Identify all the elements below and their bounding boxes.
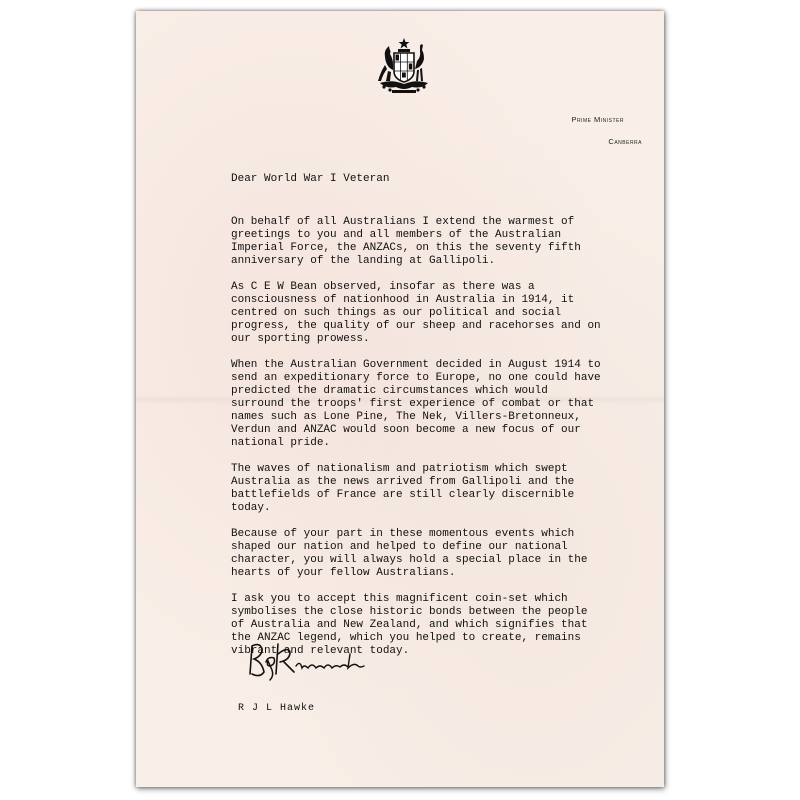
letter-page — [136, 11, 664, 787]
paragraph: I ask you to accept this magnificent coin-set which symbolises the close historic bonds between the people of Australia and New Zealand, and which signifies that the ANZAC legend, which you helped to create, remains vibrant and relevant today. — [231, 593, 588, 657]
typed-signature-name: R J L Hawke — [238, 703, 316, 714]
salutation: Dear World War I Veteran — [231, 173, 390, 185]
paragraph: The waves of nationalism and patriotism which swept Australia as the news arrived from Gallipoli and the battlefields of France are still clearly discernible today. — [231, 463, 575, 514]
paragraph: On behalf of all Australians I extend the warmest of greetings to you and all members of the Australian Imperial Force, the ANZACs, on this the seventy fifth anniversary of the landing at Gallipoli. — [231, 216, 581, 267]
australian-coat-of-arms-icon — [374, 37, 434, 95]
paragraph: When the Australian Government decided in August 1914 to send an expeditionary force to Europe, no one could have predicted the dramatic circumstances which would surround the troops' first experience of combat or that names such as Lone Pine, The Nek, Villers-Bretonneux, Verdun and ANZAC would soon become a new focus of our national pride. — [231, 359, 601, 449]
letterhead-city: Canberra — [608, 137, 642, 146]
letterhead — [571, 115, 642, 159]
letterhead-office: Prime Minister — [571, 115, 624, 124]
paragraph: As C E W Bean observed, insofar as there was a consciousness of nationhood in Australia in 1914, it centred on such things as our political and social progress, the quality of our sheep and racehorses and on our sporting prowess. — [231, 281, 601, 345]
paragraph: Because of your part in these momentous events which shaped our nation and helped to define our national character, you will always hold a special place in the hearts of your fellow Australians. — [231, 528, 588, 579]
handwritten-signature — [244, 634, 394, 684]
letter-body — [231, 216, 611, 671]
